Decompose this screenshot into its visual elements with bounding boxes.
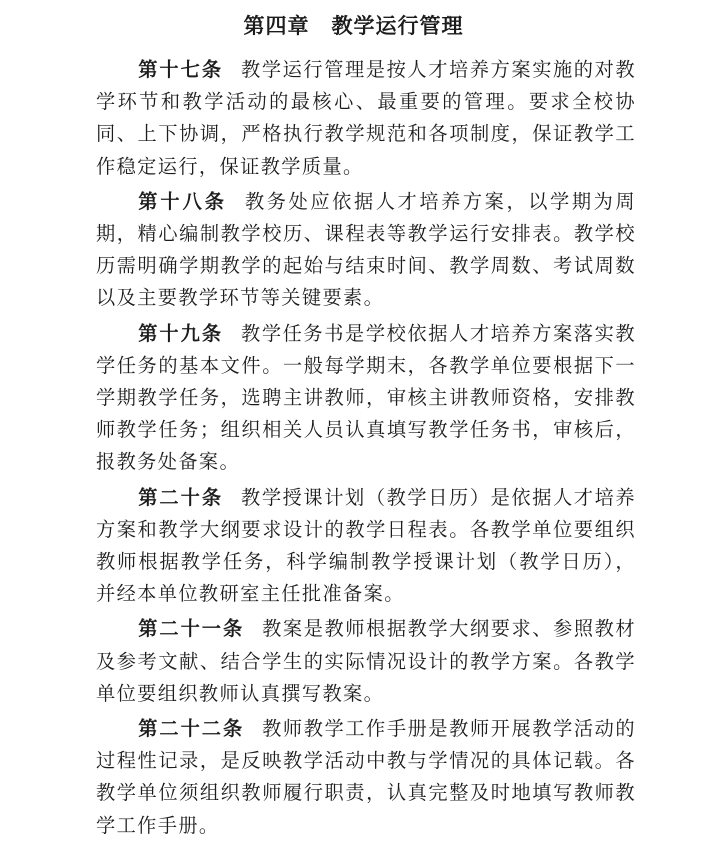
article-17 [96, 54, 636, 183]
chapter-title: 第四章 教学运行管理 [243, 14, 464, 38]
article-number: 第二十条 [138, 485, 224, 509]
article-20 [96, 482, 636, 611]
chapter-body [96, 54, 636, 845]
article-text: 教学任务书是学校依据人才培养方案落实教学任务的基本文件。一般每学期末，各教学单位要根据下一学期教学任务，选聘主讲教师，审核主讲教师资格，安排教师教学任务；组织相关人员认真填写教学任务书，审核后，报教务处备案。 [96, 321, 636, 474]
article-text: 教学运行管理是按人才培养方案实施的对教学环节和教学活动的最核心、最重要的管理。要求全校协同、上下协调，严格执行教学规范和各项制度，保证教学工作稳定运行，保证教学质量。 [96, 58, 636, 178]
article-text: 教务处应依据人才培养方案，以学期为周期，精心编制教学校历、课程表等教学运行安排表。教学校历需明确学期教学的起始与结束时间、教学周数、考试周数以及主要教学环节等关键要素。 [96, 189, 637, 310]
article-number: 第十八条 [138, 189, 227, 213]
article-text: 教案是教师根据教学大纲要求、参照教材及参考文献、结合学生的实际情况设计的教学方案。各教学单位要组织教师认真撰写教案。 [96, 617, 636, 705]
article-number: 第二十二条 [138, 717, 245, 741]
article-19 [96, 318, 636, 479]
article-18 [96, 186, 636, 315]
article-text: 教师教学工作手册是教师开展教学活动的过程性记录，是反映教学活动中教与学情况的具体记载。各教学单位须组织教师履行职责，认真完整及时地填写教师教学工作手册。 [96, 717, 636, 837]
article-number: 第十七条 [138, 58, 224, 81]
article-21 [96, 613, 636, 710]
article-22 [96, 713, 636, 842]
article-text: 教学授课计划（教学日历）是依据人才培养方案和教学大纲要求设计的教学日程表。各教学单位要组织教师根据教学任务，科学编制教学授课计划（教学日历），并经本单位教研室主任批准备案。 [96, 485, 636, 606]
article-number: 第二十一条 [138, 617, 245, 641]
article-number: 第十九条 [138, 321, 224, 345]
